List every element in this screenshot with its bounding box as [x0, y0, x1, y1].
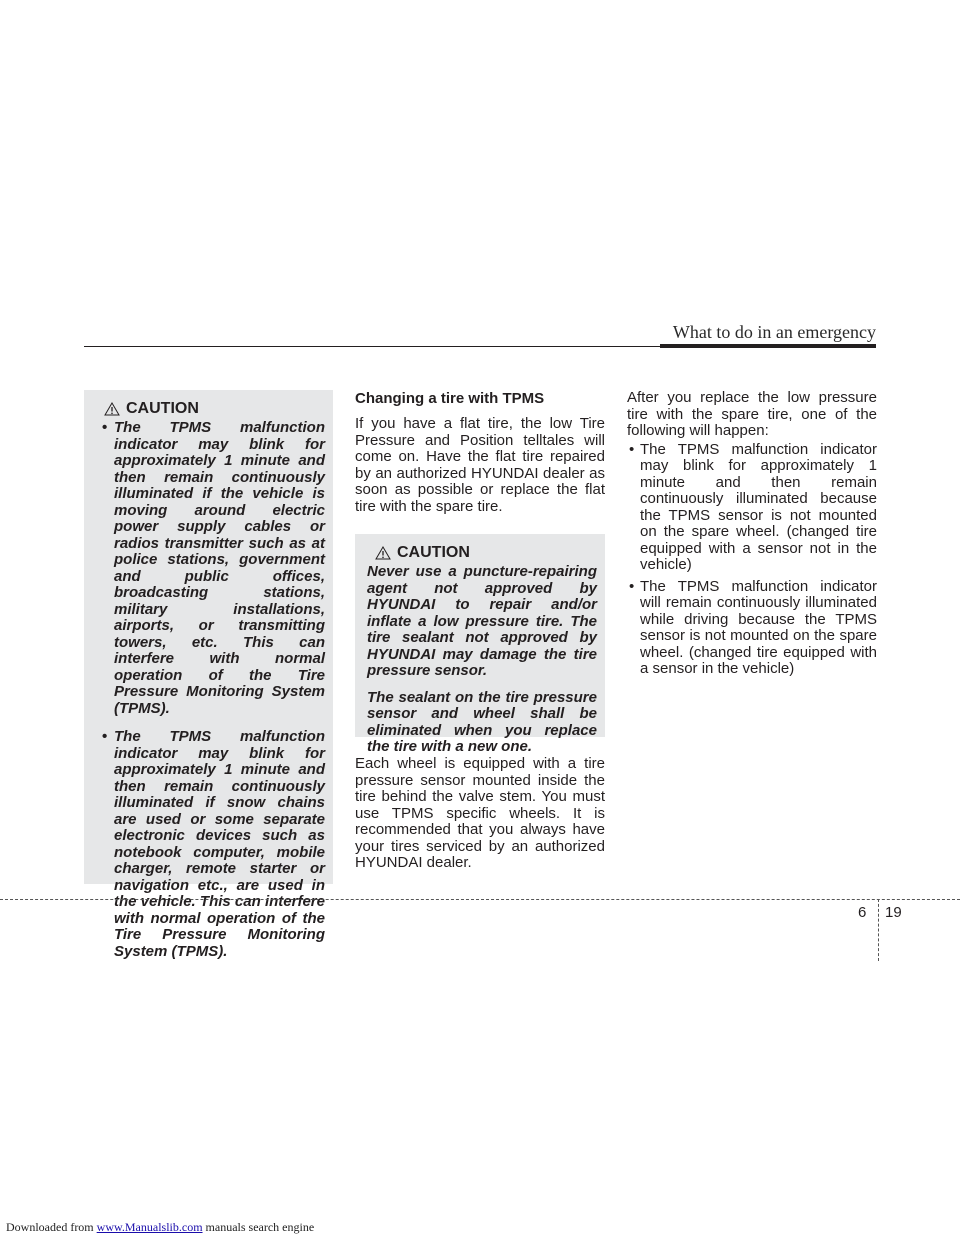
right-column	[627, 390, 877, 683]
footer-dashed-rule	[0, 899, 960, 900]
caution-paragraph: The sealant on the tire pressure sensor and wheel shall be eliminated when you replace the tire with a new one.	[367, 688, 597, 755]
caution-title: CAUTION	[397, 544, 470, 561]
middle-column	[355, 390, 605, 872]
section-heading: Changing a tire with TPMS	[355, 390, 545, 407]
caution-box-middle	[355, 534, 605, 755]
download-prefix: Downloaded from	[6, 1220, 97, 1234]
caution-item: • The TPMS malfunction indicator may blink for approximately 1 minute and then remain continuously illuminated if the vehicle is moving around electric power supply cables or radios transmitter such as at police stations, government and public offices, broadcasting stations, military installations, airports, or transmitting towers, etc. This can interfere with normal operation of the Tire Pressure Monitoring System (TPMS).	[96, 420, 325, 717]
page-number: 19	[885, 904, 902, 921]
download-notice	[6, 1220, 314, 1235]
caution-box-left	[84, 390, 333, 960]
caution-list	[96, 420, 325, 960]
replace-intro-paragraph: After you replace the low pressure tire with the spare tire, one of the following will happen:	[627, 389, 877, 439]
caution-paragraph: Never use a puncture-repairing agent not approved by HYUNDAI to repair and/or inflate a low pressure tire. The tire sealant not approved by HYUNDAI may damage the tire pressure sensor.	[367, 563, 597, 679]
section-title: What to do in an emergency	[672, 322, 876, 342]
caution-heading	[375, 544, 597, 562]
intro-paragraph: If you have a flat tire, the low Tire Pressure and Position telltales will come on. Have the flat tire repaired by an authorized HYUNDAI dealer as soon as possible or replace the flat tire with the spare tire.	[355, 415, 605, 515]
chapter-number: 6	[858, 904, 867, 921]
caution-item: • The TPMS malfunction indicator may blink for approximately 1 minute and then remain continuously illuminated if snow chains are used or some separate electronic devices such as notebook computer, mobile charger, remote starter or navigation etc., are used in the vehicle. This can interfere with normal operation of the Tire Pressure Monitoring System (TPMS).	[96, 729, 325, 960]
caution-title: CAUTION	[126, 400, 199, 417]
header-bar	[660, 344, 876, 348]
footer-vertical-rule	[878, 899, 879, 961]
download-suffix: manuals search engine	[202, 1220, 315, 1234]
outcome-item: • The TPMS malfunction indicator will remain continuously illuminated while driving because the TPMS sensor is not mounted on the spare wheel. (changed tire equipped with a sensor in the vehicle)	[627, 579, 877, 678]
manualslib-link[interactable]: www.Manualslib.com	[96, 1220, 203, 1234]
warning-triangle-icon	[104, 402, 120, 416]
wheel-sensor-paragraph: Each wheel is equipped with a tire pressure sensor mounted inside the tire behind the valve stem. You must use TPMS specific wheels. It is recommended that you always have your tires serviced by an authorized HYUNDAI dealer.	[355, 755, 605, 871]
outcome-item: • The TPMS malfunction indicator may blink for approximately 1 minute and then remain continuously illuminated because the TPMS sensor is not mounted on the spare wheel. (changed tire equipped with a sensor not in the vehicle)	[627, 442, 877, 574]
caution-heading	[104, 400, 325, 418]
outcome-list	[627, 442, 877, 678]
warning-triangle-icon	[375, 546, 391, 560]
